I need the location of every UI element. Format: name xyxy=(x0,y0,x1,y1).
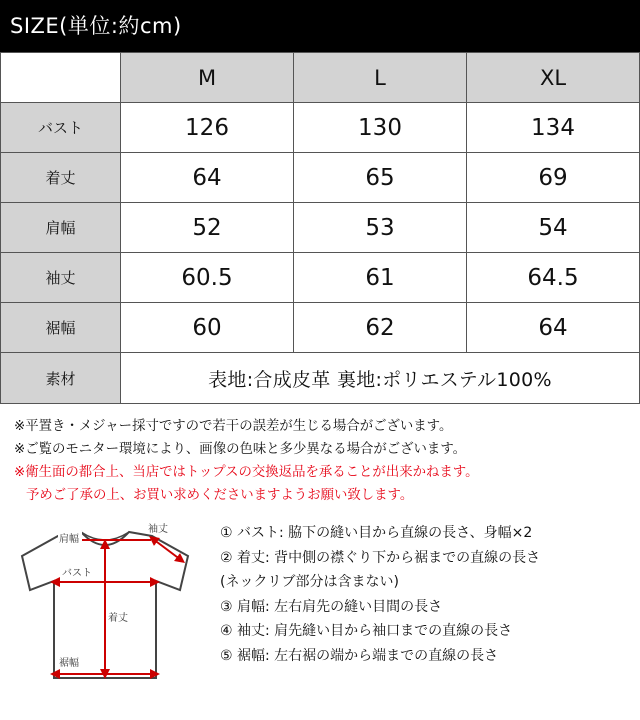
table-cell: 64 xyxy=(121,153,294,203)
row-label-bust: バスト xyxy=(1,103,121,153)
table-row xyxy=(1,253,640,303)
legend-item-length-note: (ネックリブ部分は含まない) xyxy=(220,574,399,590)
table-cell: 64 xyxy=(467,303,640,353)
legend-item-sleeve: ④ 袖丈: 肩先縫い目から袖口までの直線の長さ xyxy=(220,623,513,639)
table-cell: 130 xyxy=(294,103,467,153)
legend-item-bust: ① バスト: 脇下の縫い目から直線の長さ、身幅×2 xyxy=(220,525,533,541)
table-cell: 126 xyxy=(121,103,294,153)
shoulder-label: 肩幅 xyxy=(59,534,79,545)
note-measurement: ※平置き・メジャー採寸ですので若干の誤差が生じる場合がございます。 xyxy=(14,419,453,434)
hem-label: 裾幅 xyxy=(59,658,79,669)
column-header-l: L xyxy=(294,53,467,103)
legend-item-length: ② 着丈: 背中側の襟ぐり下から裾までの直線の長さ xyxy=(220,549,541,566)
notes xyxy=(14,415,634,507)
note-acknowledge: 予めご了承の上、お買い求めくださいますようお願い致します。 xyxy=(26,488,414,503)
table-row xyxy=(1,103,640,153)
table-row-material xyxy=(1,353,640,404)
table-cell: 62 xyxy=(294,303,467,353)
row-label-sleeve: 袖丈 xyxy=(1,253,121,303)
legend-item-shoulder: ③ 肩幅: 左右肩先の縫い目間の長さ xyxy=(220,598,443,615)
size-header xyxy=(0,0,640,52)
column-header-xl: XL xyxy=(467,53,640,103)
note-no-return: ※衛生面の都合上、当店ではトップスの交換返品を承ることが出来かねます。 xyxy=(14,465,479,480)
table-cell: 69 xyxy=(467,153,640,203)
row-label-hem: 裾幅 xyxy=(1,303,121,353)
table-cell: 65 xyxy=(294,153,467,203)
size-table xyxy=(0,52,640,404)
row-label-shoulder: 肩幅 xyxy=(1,203,121,253)
note-monitor: ※ご覧のモニター環境により、画像の色味と多少異なる場合がございます。 xyxy=(14,442,467,457)
table-cell: 54 xyxy=(467,203,640,253)
sleeve-label: 袖丈 xyxy=(148,524,168,535)
table-cell: 60.5 xyxy=(121,253,294,303)
bust-label: バスト xyxy=(62,568,92,579)
table-row xyxy=(1,203,640,253)
row-label-length: 着丈 xyxy=(1,153,121,203)
table-row xyxy=(1,153,640,203)
table-header-row xyxy=(1,53,640,103)
table-corner-cell xyxy=(1,53,121,103)
table-cell: 52 xyxy=(121,203,294,253)
material-value: 表地:合成皮革 裏地:ポリエステル100% xyxy=(121,353,640,404)
table-cell: 61 xyxy=(294,253,467,303)
tshirt-diagram xyxy=(18,518,190,688)
table-cell: 64.5 xyxy=(467,253,640,303)
table-cell: 60 xyxy=(121,303,294,353)
size-header-title: SIZE(単位:約cm) xyxy=(10,14,182,38)
column-header-m: M xyxy=(121,53,294,103)
table-cell: 53 xyxy=(294,203,467,253)
length-label: 着丈 xyxy=(108,613,128,624)
table-row xyxy=(1,303,640,353)
measurement-legend xyxy=(220,521,635,668)
table-cell: 134 xyxy=(467,103,640,153)
row-label-material: 素材 xyxy=(1,353,121,404)
legend-item-hem: ⑤ 裾幅: 左右裾の端から端までの直線の長さ xyxy=(220,647,499,664)
